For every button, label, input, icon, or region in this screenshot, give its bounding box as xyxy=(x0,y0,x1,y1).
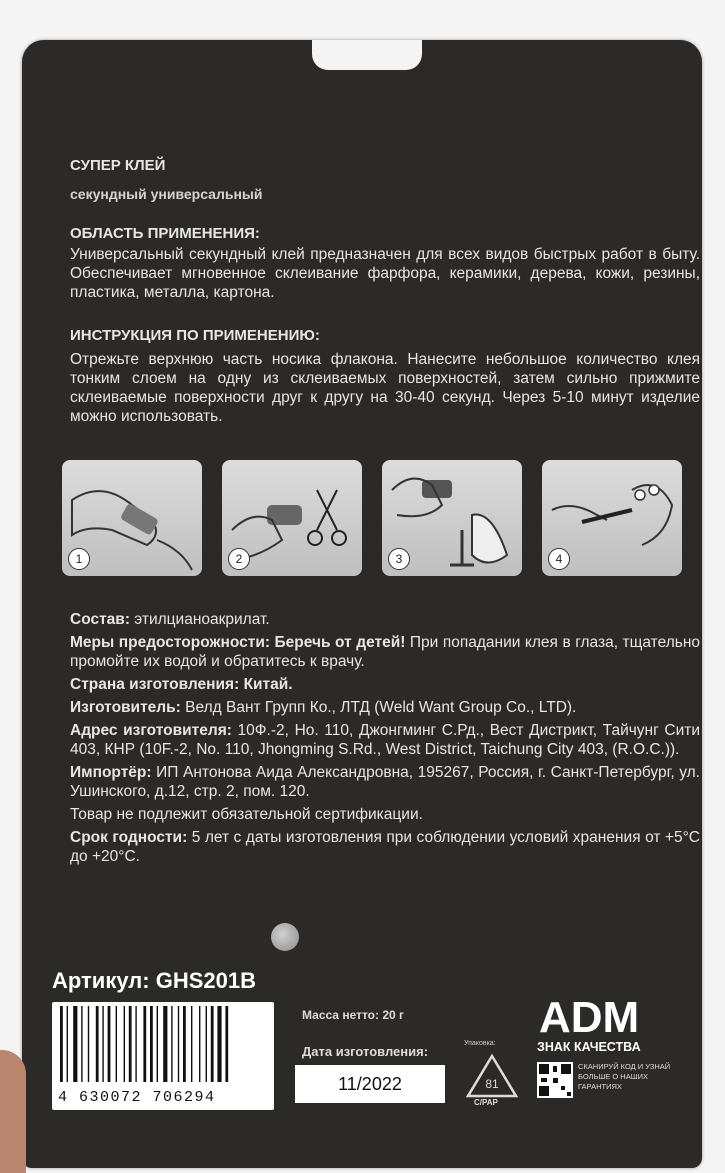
composition-row xyxy=(70,610,700,629)
brand-tagline: ЗНАК КАЧЕСТВА xyxy=(537,1040,641,1054)
step-1-illustration xyxy=(62,460,202,576)
shelf-life-value: 5 лет с даты изготовления при соблюдении условий хранения от +5°С до +20°С. xyxy=(70,829,700,865)
product-title: СУПЕР КЛЕЙ xyxy=(70,157,166,174)
address-label: Адрес изготовителя: xyxy=(70,722,232,739)
instruction-pictograms xyxy=(62,460,682,580)
qr-code-icon xyxy=(537,1062,573,1098)
application-heading: ОБЛАСТЬ ПРИМЕНЕНИЯ: xyxy=(70,225,260,242)
composition-value: этилцианоакрилат. xyxy=(129,611,270,628)
importer-label: Импортёр: xyxy=(70,764,152,781)
manufacturer-row xyxy=(70,698,700,717)
recycling-label: Упаковка: xyxy=(464,1040,496,1047)
finger-holding-card xyxy=(0,1050,26,1173)
recycling-code: C/PAP xyxy=(474,1098,498,1107)
application-text: Универсальный секундный клей предназначен для всех видов быстрых работ в быту. Обеспечивает мгновенное склеивание фарфора, керамики, дерева, кожи, резины, пластика, металла, картона. xyxy=(70,246,700,301)
hang-hole xyxy=(312,40,422,70)
recycling-mark xyxy=(462,1040,522,1110)
precautions-label: Меры предосторожности: Беречь от детей! xyxy=(70,634,406,651)
step-number: 3 xyxy=(388,548,410,570)
importer-value: ИП Антонова Аида Александровна, 195267, Россия, г. Санкт-Петербург, ул. Ушинского, д.12, стр. 2, пом. 120. xyxy=(70,764,700,800)
product-card xyxy=(22,40,702,1168)
step-number: 4 xyxy=(548,548,570,570)
qr-code[interactable] xyxy=(537,1062,573,1098)
step-3-illustration xyxy=(382,460,522,576)
manufacture-date-value: 11/2022 xyxy=(295,1065,445,1103)
step-number: 1 xyxy=(68,548,90,570)
step-4-illustration xyxy=(542,460,682,576)
step-2-illustration xyxy=(222,460,362,576)
instructions-heading: ИНСТРУКЦИЯ ПО ПРИМЕНЕНИЮ: xyxy=(70,327,320,344)
precautions-row xyxy=(70,633,700,671)
barcode-bars-icon xyxy=(58,1006,268,1084)
qr-caption: СКАНИРУЙ КОД И УЗНАЙ БОЛЬШЕ О НАШИХ ГАРАНТИЯХ xyxy=(578,1062,671,1091)
barcode xyxy=(52,1002,274,1110)
product-subtitle: секундный универсальный xyxy=(70,186,263,202)
adm-logo xyxy=(537,990,667,1038)
precautions-value: При попадании клея в глаза, тщательно промойте их водой и обратитесь к врачу. xyxy=(70,634,701,670)
net-mass: Масса нетто: 20 г xyxy=(302,1008,405,1022)
address-value: 10Ф.-2, Но. 110, Джонгминг С.Рд., Вест Дистрикт, Тайчунг Сити 403, КНР (10F.-2, No. 110, Jhongming S.Rd., West District, Taichung City 403, (R.O.C.)). xyxy=(70,722,700,758)
country-row: Страна изготовления: Китай. xyxy=(70,676,293,693)
manufacturer-value: Велд Вант Групп Ко., ЛТД (Weld Want Group Co., LTD). xyxy=(180,699,577,716)
step-number: 2 xyxy=(228,548,250,570)
manufacturer-label: Изготовитель: xyxy=(70,699,181,716)
certification-row: Товар не подлежит обязательной сертификации. xyxy=(70,806,423,823)
importer-row xyxy=(70,763,700,801)
instructions-text: Отрежьте верхнюю часть носика флакона. Нанесите небольшое количество клея тонким слоем на одну из склеиваемых поверхностей, затем сильно прижмите склеиваемые поверхности друг к другу на 30-40 секунд. Через 5-10 минут изделие можно использовать. xyxy=(70,351,700,425)
product-details xyxy=(70,610,700,870)
shelf-life-label: Срок годности: xyxy=(70,829,188,846)
composition-label: Состав: xyxy=(70,611,130,628)
brand-logo-text: ADM xyxy=(539,993,640,1038)
recycle-number: 81 xyxy=(485,1077,499,1091)
article-number: Артикул: GHS201B xyxy=(52,968,256,993)
shelf-life-row xyxy=(70,828,700,866)
hanger-dot xyxy=(271,923,299,951)
barcode-digits: 4 630072 706294 xyxy=(58,1089,216,1106)
address-row xyxy=(70,721,700,759)
manufacture-date-label: Дата изготовления: xyxy=(302,1044,429,1059)
